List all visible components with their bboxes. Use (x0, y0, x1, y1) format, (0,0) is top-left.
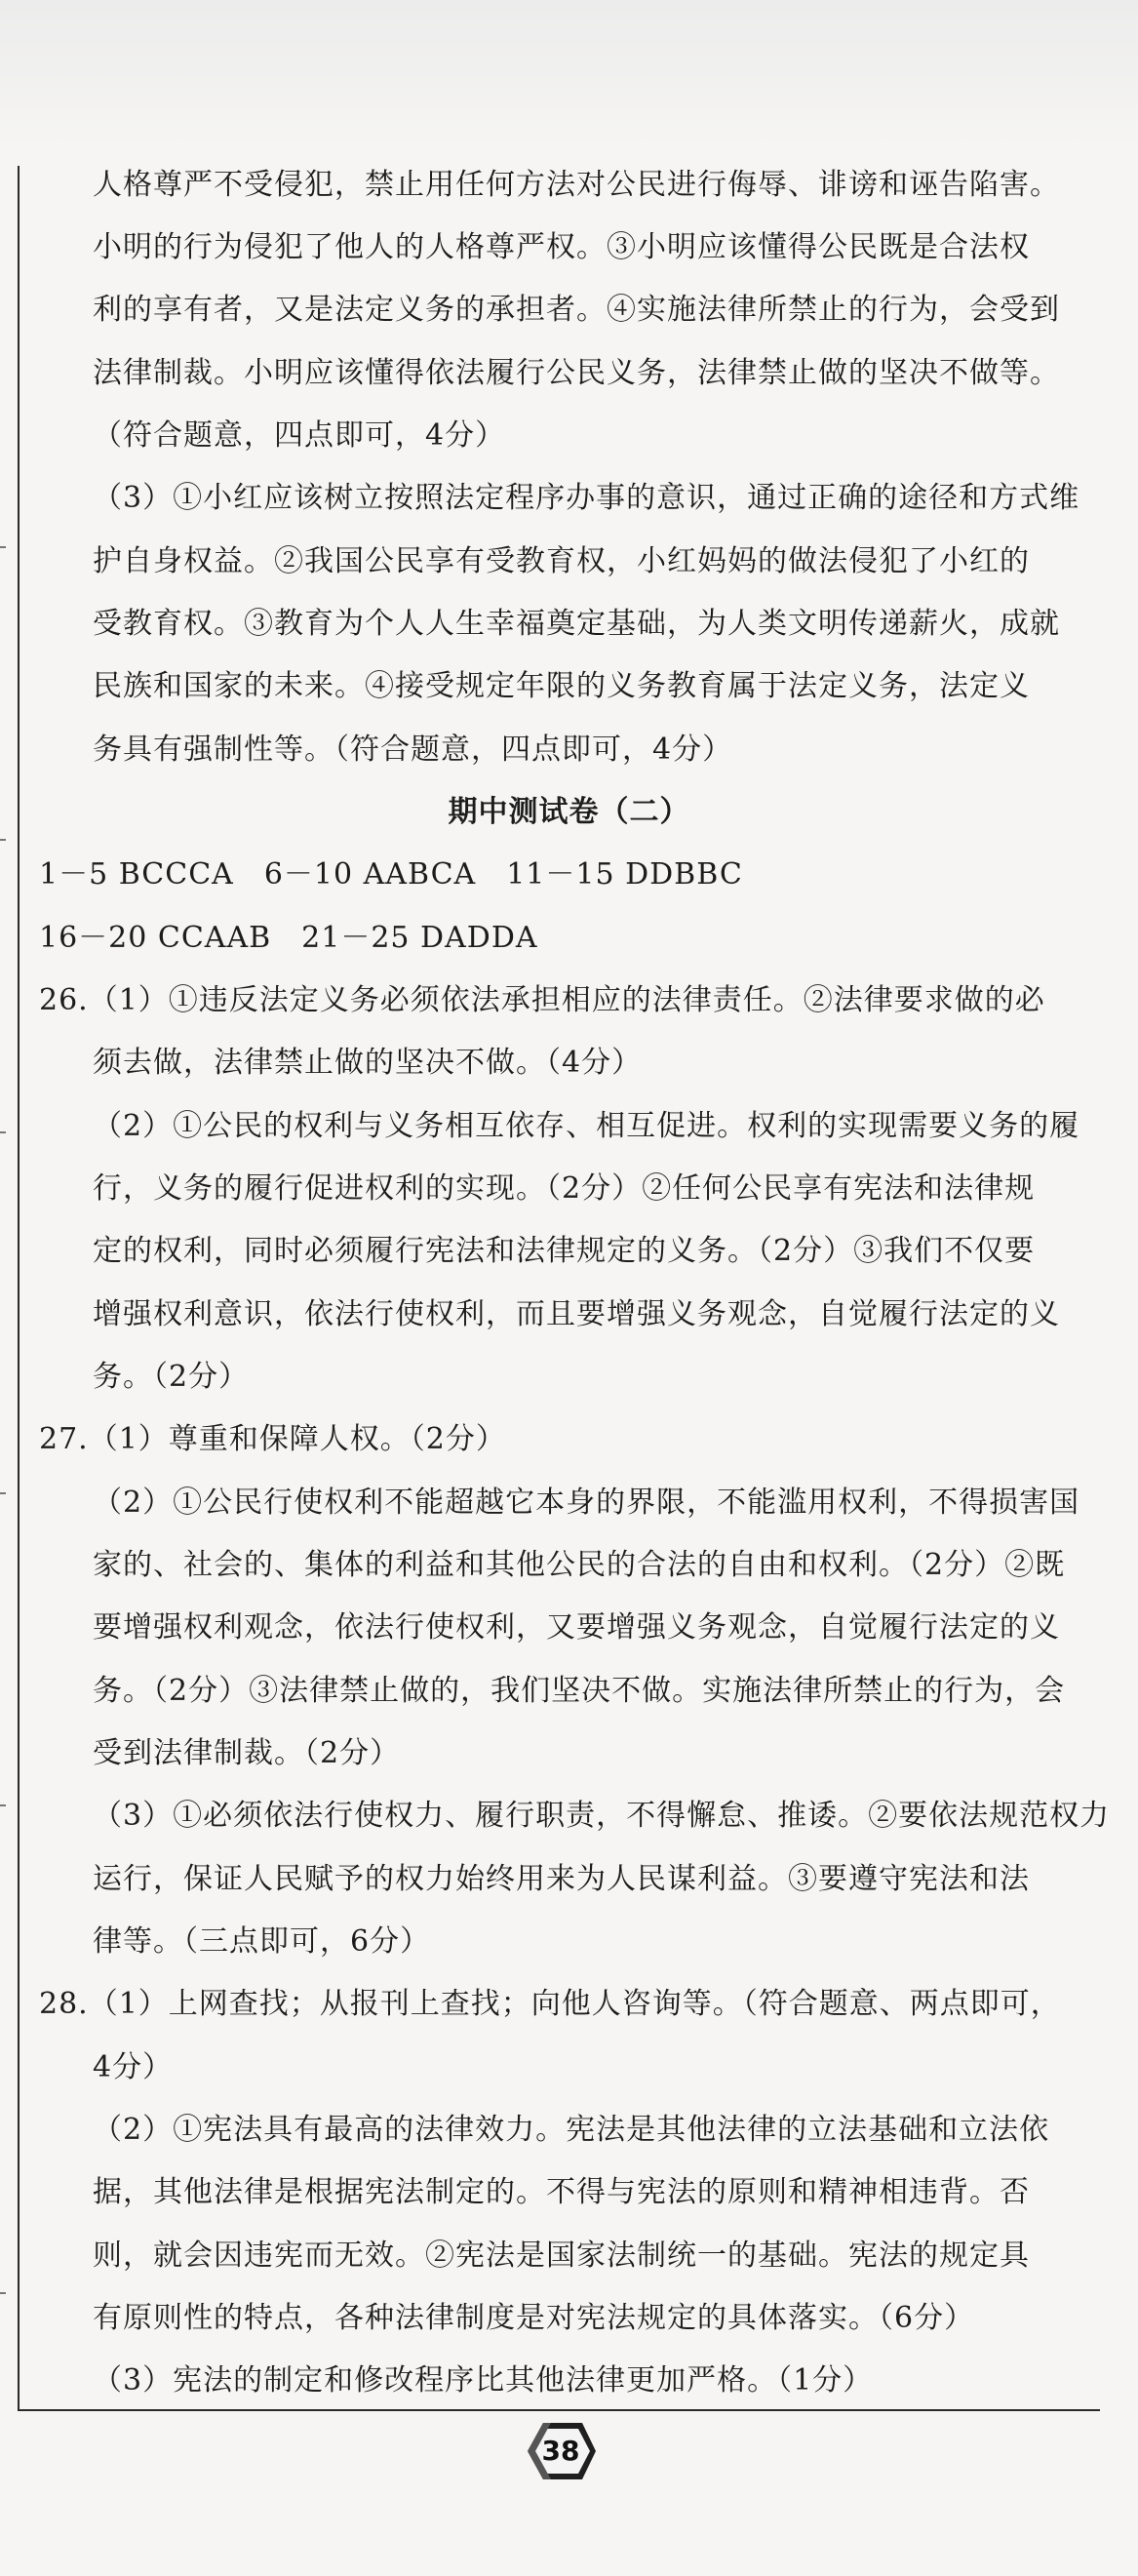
text-line: 法律制裁。小明应该懂得依法履行公民义务，法律禁止做的坚决不做等。 (93, 356, 1060, 390)
text-line: （3）①小红应该树立按照法定程序办事的意识，通过正确的途径和方式维 (93, 481, 1080, 515)
text-line: 护自身权益。②我国公民享有受教育权，小红妈妈的做法侵犯了小红的 (93, 544, 1030, 578)
text-line: 27.（1）尊重和保障人权。（2分） (39, 1422, 506, 1456)
text-line: （2）①宪法具有最高的法律效力。宪法是其他法律的立法基础和立法依 (93, 2113, 1050, 2147)
text-line: （3）①必须依法行使权力、履行职责，不得懈怠、推诿。②要依法规范权力 (93, 1799, 1111, 1833)
text-line: 26.（1）①违反法定义务必须依法承担相应的法律责任。②法律要求做的必 (39, 983, 1045, 1017)
text-line: 务具有强制性等。（符合题意，四点即可，4分） (93, 733, 733, 767)
text-line: 1－5 BCCCA 6－10 AABCA 11－15 DDBBC (39, 857, 743, 892)
page-top-shade (0, 0, 1138, 146)
text-line: 律等。（三点即可，6分） (93, 1924, 431, 1959)
bottom-rule (18, 2409, 1100, 2411)
text-line: 受到法律制裁。（2分） (93, 1736, 401, 1770)
text-line: 定的权利，同时必须履行宪法和法律规定的义务。（2分）③我们不仅要 (93, 1234, 1036, 1268)
page-number: 38 (541, 2435, 580, 2467)
text-line: 行，义务的履行促进权利的实现。（2分）②任何公民享有宪法和法律规 (93, 1171, 1036, 1206)
text-line: 利的享有者，又是法定义务的承担者。④实施法律所禁止的行为，会受到 (93, 293, 1060, 327)
text-line: 4分） (93, 2050, 174, 2084)
text-line: 家的、社会的、集体的利益和其他公民的合法的自由和权利。（2分）②既 (93, 1548, 1066, 1582)
text-line: 小明的行为侵犯了他人的人格尊严权。③小明应该懂得公民既是合法权 (93, 230, 1030, 264)
text-line: 28.（1）上网查找；从报刊上查找；向他人咨询等。（符合题意、两点即可， (39, 1987, 1061, 2021)
text-line: 受教育权。③教育为个人人生幸福奠定基础，为人类文明传递薪火，成就 (93, 607, 1060, 641)
page-number-badge (522, 2417, 600, 2485)
text-line: 要增强权利观念，依法行使权利，又要增强义务观念，自觉履行法定的义 (93, 1610, 1060, 1645)
text-line: （2）①公民行使权利不能超越它本身的界限，不能滥用权利，不得损害国 (93, 1486, 1080, 1520)
text-line: 据，其他法律是根据宪法制定的。不得与宪法的原则和精神相违背。否 (93, 2175, 1030, 2209)
section-title: 期中测试卷（二） (448, 795, 690, 829)
text-line: （符合题意，四点即可，4分） (93, 418, 506, 453)
text-line: 须去做，法律禁止做的坚决不做。（4分） (93, 1046, 643, 1080)
text-line: 16－20 CCAAB 21－25 DADDA (39, 921, 538, 955)
text-line: 务。（2分）③法律禁止做的，我们坚决不做。实施法律所禁止的行为，会 (93, 1674, 1066, 1708)
left-margin-rule (18, 166, 20, 2409)
text-line: 增强权利意识，依法行使权利，而且要增强义务观念，自觉履行法定的义 (93, 1297, 1060, 1331)
text-line: 人格尊严不受侵犯，禁止用任何方法对公民进行侮辱、诽谤和诬告陷害。 (93, 168, 1060, 202)
text-line: （3）宪法的制定和修改程序比其他法律更加严格。（1分） (93, 2363, 874, 2398)
text-line: 民族和国家的未来。④接受规定年限的义务教育属于法定义务，法定义 (93, 669, 1030, 703)
text-line: 务。（2分） (93, 1360, 250, 1394)
text-line: 有原则性的特点，各种法律制度是对宪法规定的具体落实。（6分） (93, 2301, 975, 2335)
text-line: 运行，保证人民赋予的权力始终用来为人民谋利益。③要遵守宪法和法 (93, 1862, 1030, 1896)
text-line: （2）①公民的权利与义务相互依存、相互促进。权利的实现需要义务的履 (93, 1109, 1080, 1143)
text-line: 则，就会因违宪而无效。②宪法是国家法制统一的基础。宪法的规定具 (93, 2239, 1030, 2273)
